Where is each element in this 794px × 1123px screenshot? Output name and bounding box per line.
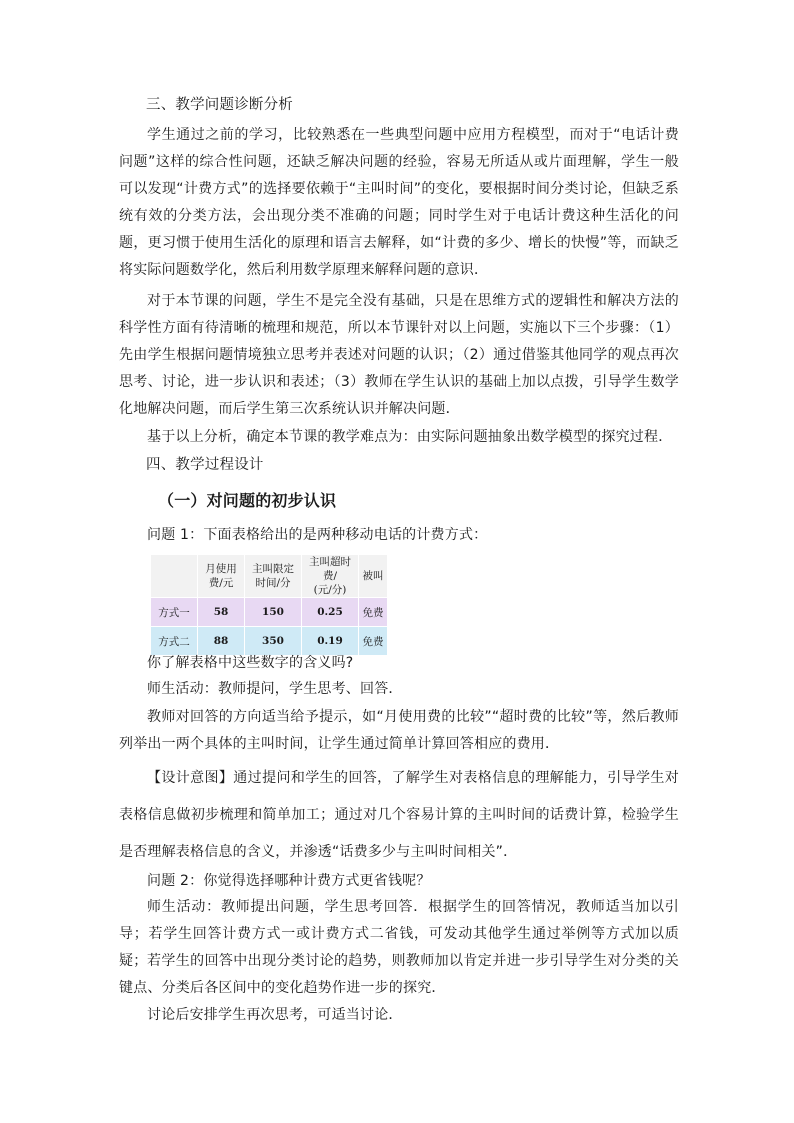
fee-table-cell: 150 — [245, 598, 302, 627]
fee-table-cell: 方式一 — [151, 598, 198, 627]
fee-table-header-cell — [198, 555, 245, 598]
fee-table-header-cell — [245, 555, 302, 598]
question-2-trend: 若学生的回答中出现分类讨论的趋势，则教师加以肯定并进一步引导学生对分类的关键点、分类后各区间中的变化趋势作进一步的探究． — [119, 953, 679, 996]
header-cell-line: 主叫限定 — [252, 563, 294, 575]
fee-table-header-cell — [151, 555, 198, 598]
fee-table-cell: 350 — [245, 627, 302, 656]
question-2: 问题 2：你觉得选择哪种计费方式更省钱呢？ — [147, 873, 431, 889]
section-3-paragraph-3: 基于以上分析，确定本节课的教学难点为：由实际问题抽象出数学模型的探究过程． — [147, 429, 673, 445]
section-3-paragraph-1: 学生通过之前的学习，比较熟悉在一些典型问题中应用方程模型，而对于“电话计费问题”这样的综合性问题，还缺乏解决问题的经验，容易无所适从或片面理解，学生一般可以发现“计费方式”的选择要依赖于“主叫时间”的变化，要根据时间分类讨论，但缺乏系统有效的分类方法，会出现分类不准确的问题；同时学生对于电话计费这种生活化的问题，更习惯于使用生活化的原理和语言去解释，如“计费的多少、增长的快慢”等，而缺乏将实际问题数学化，然后利用数学原理来解释问题的意识． — [119, 127, 679, 278]
subsection-1-title: （一）对问题的初步认识 — [158, 491, 337, 510]
fee-table-cell: 免费 — [359, 627, 388, 656]
header-cell-line: (元/分) — [313, 584, 347, 596]
fee-table-cell: 88 — [198, 627, 245, 656]
fee-table-row — [151, 598, 388, 627]
section-3-title: 三、教学问题诊断分析 — [146, 97, 293, 113]
question-1 — [147, 522, 677, 549]
header-cell-line: 主叫超时费/ — [309, 556, 351, 582]
design-intent-paragraph: 【设计意图】通过提问和学生的回答，了解学生对表格信息的理解能力，引导学生对表格信息做初步梳理和简单加工；通过对几个容易计算的主叫时间的话费计算，检验学生是否理解表格信息的含义，并渗透“话费多少与主叫时间相关”． — [119, 770, 679, 860]
fee-table-cell: 0.25 — [302, 598, 359, 627]
question-1-hint: 教师对回答的方向适当给予提示，如“月使用费的比较”“超时费的比较”等，然后教师列举出一两个具体的主叫时间，让学生通过简单计算回答相应的费用． — [119, 709, 679, 752]
header-cell-line: 费/元 — [208, 577, 234, 589]
header-cell-line: 月使用 — [205, 563, 237, 575]
section-3-paragraph-2: 对于本节课的问题，学生不是完全没有基础，只是在思维方式的逻辑性和解决方法的科学性方面有待清晰的梳理和规范，所以本节课针对以上问题，实施以下三个步骤：（1）先由学生根据问题情境独立思考并表述对问题的认识；（2）通过借鉴其他同学的观点再次思考、讨论，进一步认识和表述；（3）教师在学生认识的基础上加以点拨，引导学生数学化地解决问题，而后学生第三次系统认识并解决问题． — [119, 293, 679, 417]
question-1-text: 问题 1：下面表格给出的是两种移动电话的计费方式： — [147, 527, 488, 543]
fee-table-cell: 0.19 — [302, 627, 359, 656]
fee-table-cell: 免费 — [359, 598, 388, 627]
fee-table-header-cell: 被叫 — [359, 555, 388, 598]
fee-table-cell: 方式二 — [151, 627, 198, 656]
section-4-title: 四、教学过程设计 — [146, 457, 264, 473]
question-1-ask: 你了解表格中这些数字的含义吗? — [147, 655, 354, 671]
header-cell-line: 时间/分 — [255, 577, 291, 589]
question-1-activity: 师生活动：教师提问，学生思考、回答． — [147, 681, 403, 697]
fee-table-header-cell — [302, 555, 359, 598]
question-2-activity: 师生活动：教师提出问题，学生思考回答．根据学生的回答情况，教师适当加以引导；若学生回答计费方式一或计费方式二省钱，可发动其他学生通过举例等方式加以质疑； — [119, 899, 679, 969]
fee-table-cell: 58 — [198, 598, 245, 627]
fee-table — [150, 554, 388, 656]
question-2-discuss: 讨论后安排学生再次思考，可适当讨论． — [147, 1007, 403, 1023]
fee-table-header-row — [151, 555, 388, 598]
